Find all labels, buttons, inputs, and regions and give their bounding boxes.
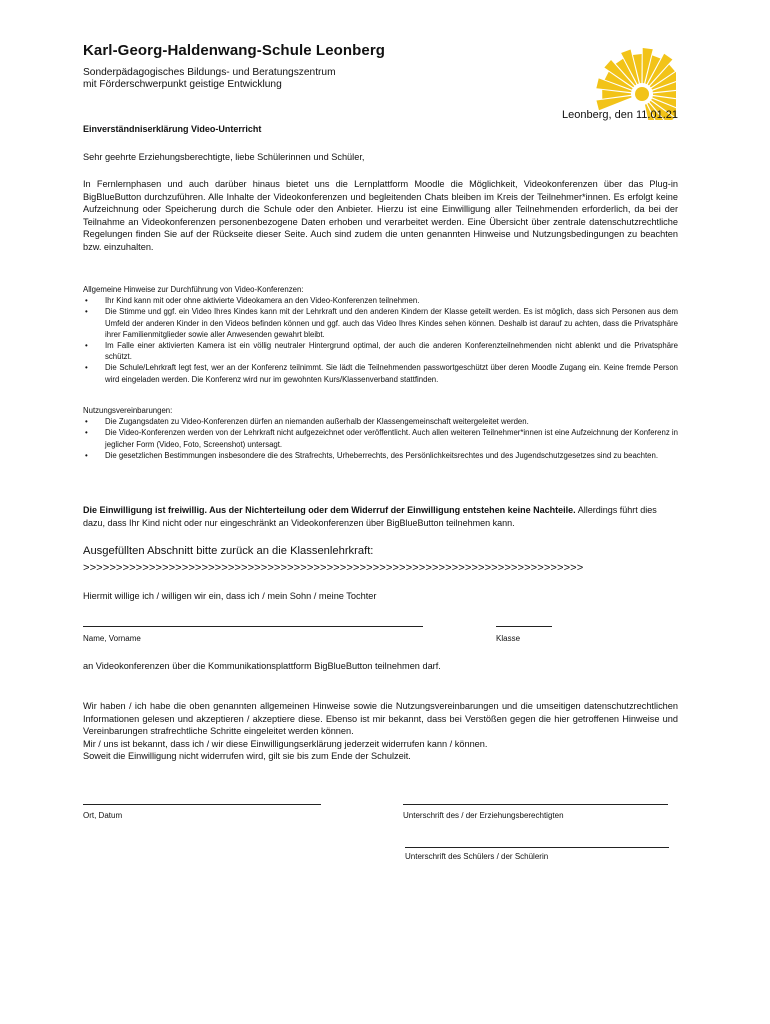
usage-agreements-list — [83, 416, 678, 461]
place-date-field-line[interactable] — [83, 804, 321, 805]
class-label: Klasse — [496, 634, 521, 643]
return-instruction: Ausgefüllten Abschnitt bitte zurück an die Klassenlehrkraft: — [83, 545, 374, 557]
voluntary-consent-rest: Allerdings führt dies dazu, dass Ihr Kind nicht oder nur eingeschränkt an Videokonferenzen über BigBlueButton teilnehmen kann. — [83, 505, 657, 528]
voluntary-consent-bold: Die Einwilligung ist freiwillig. Aus der Nichterteilung oder dem Widerruf der Einwilligung entstehen keine Nachteile. — [83, 505, 576, 515]
student-signature-line[interactable] — [405, 847, 669, 848]
general-notes-list — [83, 295, 678, 385]
school-name: Karl-Georg-Haldenwang-Schule Leonberg — [83, 42, 386, 59]
consent-intro: Hiermit willige ich / willigen wir ein, dass ich / mein Sohn / meine Tochter — [83, 591, 377, 601]
class-field-line[interactable] — [496, 626, 552, 627]
intro-paragraph: In Fernlernphasen und auch darüber hinaus bietet uns die Lernplattform Moodle die Möglichkeit, Videokonferenzen über das Plug-in BigBlueButton durchzuführen. Alle Inhalte der Videokonferenzen und begleitenden Chats bleiben im Kreis der Teilnehmer*innen. Es erfolgt keine Aufzeichnung oder Speicherung durch die Schule oder den Anbieter. Hierzu ist eine Einwilligung aller Teilnehmenden erforderlich, da bei der Teilnahme an Videokonferenzen personenbezogene Daten erhoben und verarbeitet werden. Eine Übersicht über zentrale datenschutzrechtliche Regelungen finden Sie auf der Rückseite dieser Seite. Auch sind zudem die unten genannten Hinweise und Nutzungsbedingungen zu beachten bzw. einzuhalten. — [83, 179, 678, 252]
list-item: • Die Zugangsdaten zu Video-Konferenzen dürfen an niemanden außerhalb der Klassengemeinschaft weitergeleitet werden. — [83, 416, 678, 427]
voluntary-consent-statement — [83, 504, 678, 529]
usage-agreements-heading: Nutzungsvereinbarungen: — [83, 406, 173, 415]
general-notes-section — [83, 284, 678, 385]
sun-logo-icon — [584, 34, 676, 120]
place-date-label: Ort, Datum — [83, 811, 123, 820]
document-title: Einverständniserklärung Video-Unterricht — [83, 124, 262, 134]
list-item: • Die Schule/Lehrkraft legt fest, wer an der Konferenz teilnimmt. Sie lädt die Teilnehmenden passwortgeschützt über deren Moodle Zugang ein. Keine fremde Person wird eingeladen werden. Die Konferenz wird nur im gewohnten Kurs/Klassenverband stattfinden. — [83, 362, 678, 384]
usage-agreements-section — [83, 405, 678, 461]
revocation-line: Mir / uns ist bekannt, dass ich / wir diese Einwilligungserklärung jederzeit widerrufen kann / können. — [83, 738, 488, 749]
school-subtitle-1: Sonderpädagogisches Bildungs- und Beratungszentrum — [83, 67, 336, 78]
general-notes-heading: Allgemeine Hinweise zur Durchführung von Video-Konferenzen: — [83, 285, 304, 294]
list-item: • Ihr Kind kann mit oder ohne aktivierte Videokamera an den Video-Konferenzen teilnehmen. — [83, 295, 678, 306]
acknowledgement-text: Wir haben / ich habe die oben genannten allgemeinen Hinweise sowie die Nutzungsvereinbarungen und die umseitigen datenschutzrechtlichen Informationen gelesen und akzeptieren / akzeptiere diese. Ebenso ist mir bekannt, dass bei Verstößen gegen die hier getroffenen Hinweise und Vereinbarungen strafrechtliche Schritte eingeleitet werden können. — [83, 701, 678, 737]
cut-line-arrows: >>>>>>>>>>>>>>>>>>>>>>>>>>>>>>>>>>>>>>>>>>>>>>>>>>>>>>>>>>>>>>>>>>>>>>>>>>>> — [83, 562, 584, 574]
list-item: • Die Stimme und ggf. ein Video Ihres Kindes kann mit der Lehrkraft und den anderen Kindern der Klasse geteilt werden. Es ist möglich, dass sich Personen aus dem Umfeld der anderen Kinder in den Videos befinden können und ggf. auch das Video Ihres Kindes sehen können. Deshalb ist darauf zu achten, dass die Privatsphäre ihrer Familienmitglieder sowie aller Anwesenden gewahrt bleibt. — [83, 306, 678, 340]
list-item: • Die gesetzlichen Bestimmungen insbesondere die des Strafrechts, Urheberrechts, des Persönlichkeitsrechtes und des Jugendschutzgesetzes sind zu beachten. — [83, 450, 678, 461]
date-line: Leonberg, den 11.01.21 — [561, 109, 678, 121]
salutation: Sehr geehrte Erziehungsberechtigte, liebe Schülerinnen und Schüler, — [83, 152, 365, 162]
name-label: Name, Vorname — [83, 634, 141, 643]
name-field-line[interactable] — [83, 626, 423, 627]
guardian-signature-label: Unterschrift des / der Erziehungsberechtigten — [403, 811, 564, 820]
list-item: • Im Falle einer aktivierten Kamera ist ein völlig neutraler Hintergrund optimal, der auch die anderen Konferenzteilnehmenden nicht ablenkt und die Privatsphäre schützt. — [83, 340, 678, 362]
student-signature-label: Unterschrift des Schülers / der Schülerin — [405, 852, 549, 861]
guardian-signature-line[interactable] — [403, 804, 668, 805]
validity-line: Soweit die Einwilligung nicht widerrufen wird, gilt sie bis zum Ende der Schulzeit. — [83, 751, 411, 762]
school-subtitle-2: mit Förderschwerpunkt geistige Entwicklung — [83, 79, 282, 90]
list-item: • Die Video-Konferenzen werden von der Lehrkraft nicht aufgezeichnet oder veröffentlicht. Auch allen weiteren Teilnehmer*innen ist eine Aufzeichnung der Konferenz in jeglicher Form (Video, Foto, Screenshot) untersagt. — [83, 427, 678, 449]
participation-text: an Videokonferenzen über die Kommunikationsplattform BigBlueButton teilnehmen darf. — [83, 661, 441, 671]
acknowledgement-paragraph — [83, 700, 678, 763]
